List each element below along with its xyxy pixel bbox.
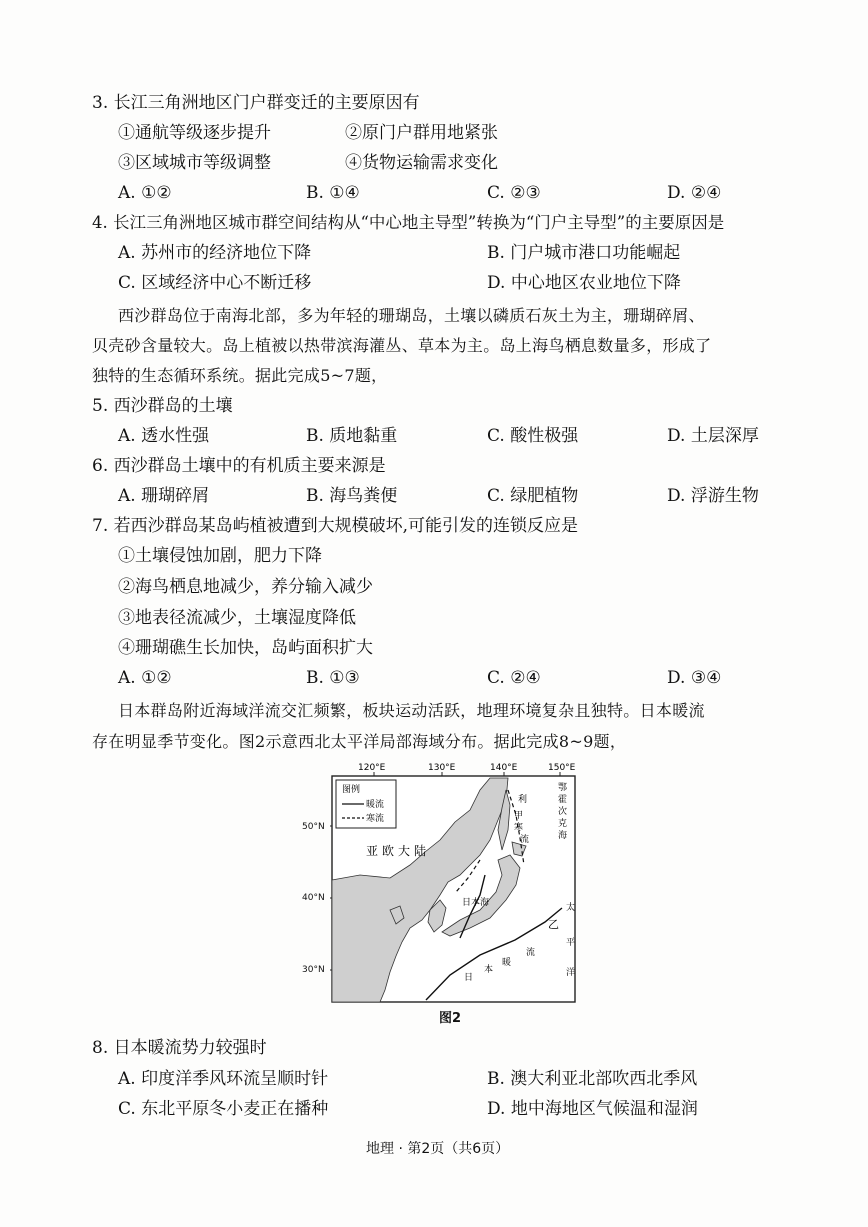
lat-label-40-text: 40°N bbox=[302, 893, 325, 903]
passage-1-line-3: 独特的生态循环系统。据此完成5~7题， bbox=[92, 366, 388, 385]
lat-label-30-text: 30°N bbox=[302, 965, 325, 975]
q4-option-d: D. 中心地区农业地位下降 bbox=[487, 273, 681, 293]
svg-text:甲: 甲 bbox=[514, 811, 524, 821]
figure-2-map bbox=[302, 760, 580, 1020]
q6-option-c: C. 绿肥植物 bbox=[487, 486, 579, 506]
q7-item-4: ④珊瑚礁生长加快，岛屿面积扩大 bbox=[118, 638, 373, 658]
lon-label-130: 130°E bbox=[428, 763, 456, 773]
q7-item-1: ①土壤侵蚀加剧，肥力下降 bbox=[118, 546, 322, 566]
q8-option-c: C. 东北平原冬小麦正在播种 bbox=[118, 1099, 329, 1119]
lon-label-140: 140°E bbox=[490, 763, 518, 773]
q3-item-2: ②原门户群用地紧张 bbox=[345, 123, 498, 143]
svg-text:平: 平 bbox=[566, 938, 576, 948]
svg-text:日: 日 bbox=[464, 973, 474, 983]
q3-option-b: B. ①④ bbox=[306, 183, 360, 203]
lon-label-120: 120°E bbox=[358, 763, 386, 773]
question-7-stem: 7. 若西沙群岛某岛屿植被遭到大规模破坏,可能引发的连锁反应是 bbox=[92, 516, 579, 536]
svg-text:利: 利 bbox=[518, 795, 528, 805]
q4-option-c: C. 区域经济中心不断迁移 bbox=[118, 273, 312, 293]
svg-text:霍: 霍 bbox=[558, 795, 568, 805]
legend-warm-label: 暖流 bbox=[366, 800, 385, 810]
map-svg bbox=[330, 760, 580, 1010]
legend-cold-label: 寒流 bbox=[366, 814, 385, 824]
legend-title: 图例 bbox=[342, 785, 361, 795]
passage-2-line-2: 存在明显季节变化。图2示意西北太平洋局部海域分布。据此完成8~9题， bbox=[92, 732, 627, 751]
current-b-label: 乙 bbox=[548, 918, 559, 931]
q7-option-b: B. ①③ bbox=[306, 668, 360, 688]
svg-text:暖: 暖 bbox=[502, 958, 512, 968]
okhotsk-label bbox=[558, 782, 567, 841]
svg-text:太: 太 bbox=[566, 903, 576, 913]
q7-item-3: ③地表径流减少，土壤湿度降低 bbox=[118, 608, 356, 628]
svg-text:洋: 洋 bbox=[566, 968, 576, 978]
svg-text:流: 流 bbox=[526, 948, 536, 958]
lon-label-150: 150°E bbox=[548, 763, 576, 773]
q6-option-b: B. 海鸟粪便 bbox=[306, 486, 398, 506]
passage-1-line-2: 贝壳砂含量较大。岛上植被以热带滨海灌丛、草本为主。岛上海鸟栖息数量多，形成了 bbox=[92, 336, 712, 355]
question-8-stem: 8. 日本暖流势力较强时 bbox=[92, 1038, 267, 1058]
q7-option-d: D. ③④ bbox=[667, 668, 722, 688]
svg-text:鄂: 鄂 bbox=[558, 783, 568, 793]
q6-option-a: A. 珊瑚碎屑 bbox=[118, 486, 210, 506]
question-5-stem: 5. 西沙群岛的土壤 bbox=[92, 396, 233, 416]
svg-text:流: 流 bbox=[520, 835, 530, 845]
q4-option-a: A. 苏州市的经济地位下降 bbox=[118, 243, 312, 263]
svg-text:寒: 寒 bbox=[514, 823, 524, 833]
q8-option-d: D. 地中海地区气候温和湿润 bbox=[487, 1099, 698, 1119]
q4-option-b: B. 门户城市港口功能崛起 bbox=[487, 243, 681, 263]
page-footer: 地理 · 第2页（共6页） bbox=[366, 1141, 510, 1157]
question-3-stem: 3. 长江三角洲地区门户群变迁的主要原因有 bbox=[92, 93, 420, 113]
q3-option-c: C. ②③ bbox=[487, 183, 541, 203]
svg-text:克: 克 bbox=[558, 819, 568, 829]
lat-label-50-text: 50°N bbox=[302, 822, 325, 832]
q8-option-a: A. 印度洋季风环流呈顺时针 bbox=[118, 1069, 329, 1089]
passage-2-line-1: 日本群岛附近海域洋流交汇频繁，板块运动活跃，地理环境复杂且独特。日本暖流 bbox=[118, 701, 705, 720]
passage-1-line-1: 西沙群岛位于南海北部，多为年轻的珊瑚岛，土壤以磷质石灰土为主，珊瑚碎屑、 bbox=[118, 306, 705, 325]
sea-of-japan-label: 日本海 bbox=[462, 898, 490, 908]
q3-item-1: ①通航等级逐步提升 bbox=[118, 123, 271, 143]
question-6-stem: 6. 西沙群岛土壤中的有机质主要来源是 bbox=[92, 456, 386, 476]
q5-option-c: C. 酸性极强 bbox=[487, 426, 579, 446]
q6-option-d: D. 浮游生物 bbox=[667, 486, 759, 506]
continent-label: 亚欧大陆 bbox=[366, 844, 431, 858]
q5-option-d: D. 土层深厚 bbox=[667, 426, 759, 446]
q3-item-4: ④货物运输需求变化 bbox=[345, 153, 498, 173]
q7-item-2: ②海鸟栖息地减少，养分输入减少 bbox=[118, 577, 373, 597]
q3-item-3: ③区域城市等级调整 bbox=[118, 153, 271, 173]
q3-option-d: D. ②④ bbox=[667, 183, 722, 203]
q3-option-a: A. ①② bbox=[118, 183, 172, 203]
q5-option-a: A. 透水性强 bbox=[118, 426, 210, 446]
q7-option-a: A. ①② bbox=[118, 668, 172, 688]
svg-text:本: 本 bbox=[484, 965, 494, 975]
svg-text:次: 次 bbox=[558, 807, 568, 817]
question-4-stem: 4. 长江三角洲地区城市群空间结构从“中心地主导型”转换为“门户主导型”的主要原因是 bbox=[92, 213, 725, 232]
svg-text:海: 海 bbox=[558, 831, 568, 841]
figure-caption: 图2 bbox=[439, 1011, 462, 1026]
q5-option-b: B. 质地黏重 bbox=[306, 426, 398, 446]
q8-option-b: B. 澳大利亚北部吹西北季风 bbox=[487, 1069, 698, 1089]
q7-option-c: C. ②④ bbox=[487, 668, 541, 688]
